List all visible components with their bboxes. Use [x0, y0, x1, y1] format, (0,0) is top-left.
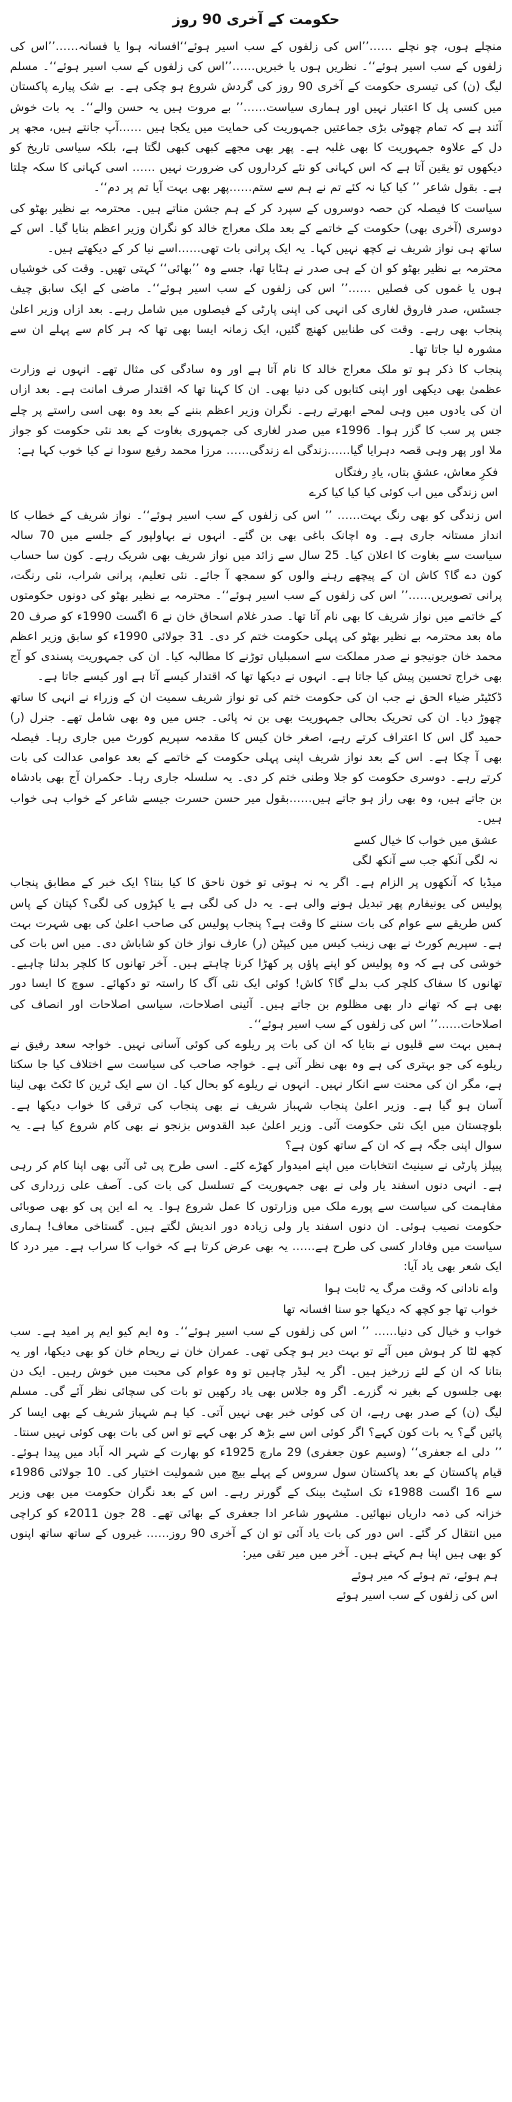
article-paragraph: پیپلز پارٹی نے سینیٹ انتخابات میں اپنے امیدوار کھڑے کئے۔ اسی طرح پی ٹی آئی بھی اپنا کام کر رہی ہے۔ انہی دنوں اسفند یار ولی نے بھی جمہوریت کے تسلسل کی بات کی۔ آصف علی زرداری کی مفاہمت کی سیاست سے پورے ملک میں وزارتوں کا عمل شروع ہوا۔ یہ اے این پی کو بھی صوبائی حکومت نصیب ہوئی۔ ان دنوں اسفند یار ولی زیادہ دور اندیش لگتے ہیں۔ گستاخی معاف! ہماری سیاست میں وفادار کسی کی طرح ہے…… یہ بھی عرض کرتا ہے کہ خواب کا سراب ہے۔ میر درد کا ایک شعر بھی یاد آیا:: [10, 1158, 502, 1274]
verse-line: اس کی زلفوں کے سب اسیر ہوئے: [336, 1588, 498, 1603]
article-paragraph: میڈیا کہ آنکھوں پر الزام ہے۔ اگر یہ نہ ہوتی تو خون ناحق کا کیا بنتا؟ ایک خبر کے مطابق پنجاب پولیس کی یونیفارم پھر تبدیل ہونے والی ہے۔ یہ دل کی لگی ہے یا کپڑوں کی لگی؟ کپتان کے پاس کس طریقے سے عوام کی بات سننے کا وقت ہے؟ پنجاب پولیس کی صاحب اعلیٰ کی بھی شہرت بہت ہے۔ سپریم کورٹ نے بھی زینب کیس میں کیپٹن (ر) عارف نواز خان کو شاباش دی۔ میں اس بات کی خوشی کی ہے کہ وہ پولیس کو اپنے پاؤں پر کھڑا کرنا چاہتے ہیں۔ آخر تھانوں کا کلچر بدلنا چاہیے۔ تھانوں کا سفاک کلچر کب بدلے گا؟ کاش! کوئی ایک نئی آگ کا راستہ تو دکھائے۔ سوچ کا ایسا دور بھی ہے کہ تھانے دار بھی مظلوم بن جاتے ہیں۔ آئینی اصلاحات، سیاسی اصلاحات اور انصاف کی اصلاحات……’’ اس کی زلفوں کے سب اسیر ہوئے‘‘۔: [10, 875, 502, 1031]
article-paragraph: منچلے ہوں، چو نچلے ……’’اس کی زلفوں کے سب اسیر ہوئے‘‘افسانہ ہوا یا فسانہ……’’اس کی زلفوں کے سب اسیر ہوئے‘‘۔ نظریں ہوں یا خبریں……’’اس کی زلفوں کے سب اسیر ہوئے‘‘۔ مسلم لیگ (ن) کی تیسری حکومت کے آخری 90 روز کی گردش شروع ہو چکی ہے۔ بے شک پیارے پاکستان میں کسی پل کا اعتبار نہیں اور ہماری سیاست……’’ بے مروت ہیں یہ حسن والے‘‘۔ یہ بات خوش آئند ہے کہ تمام چھوٹی بڑی جماعتیں جمہوریت کی حمایت میں یکجا ہیں ……آپ جانتے ہیں، مجھ پر دل کے علاوہ جمہوریت کا بھی غلبہ ہے۔ پھر بھی مجھے کبھی کبھی لگتا ہے، بلکہ سیاسی تاریخ کو دیکھوں تو یقین آتا ہے کہ اس کہانی کو نئے کرداروں کی ضرورت نہیں …… اسی کہانی کا سکہ چلتا ہے۔ بقول شاعر ’’ کیا کیا نہ کئے تم نے ہم سے ستم……پھر بھی بہت آیا تم پر دم‘‘۔: [10, 39, 503, 195]
verse-line: فکرِ معاش، عشقِ بتاں، یادِ رفتگاں: [334, 465, 498, 480]
article-paragraph: ڈکٹیٹر ضیاء الحق نے جب ان کی حکومت ختم کی تو نواز شریف سمیت ان کے وزراء نے انہی کا ساتھ چھوڑ دیا۔ ان کی تحریک بحالی جمہوریت بھی بن نہ پائی۔ جس میں وہ بھی شامل تھے۔ جنرل (ر) حمید گل اس کا اعتراف کرتے رہے، اصغر خان کیس کا مقدمہ سپریم کورٹ میں جاری رہا۔ فیصلہ بھی آ چکا ہے۔ اس کے بعد نواز شریف اپنی پہلی حکومت کے خاتمے کے بعد عوامی عدالت کی بات کرتے رہے۔ دوسری حکومت کو جلا وطنی ختم کر دی۔ یہ سلسلہ جاری رہا۔ حکمران آج بھی بادشاہ بن جاتے ہیں، وہ بھی راز ہو جاتے ہیں……بقول میر حسن حسرت جیسے شاعر کے خواب ہی خواب ہیں۔: [10, 689, 502, 825]
verse-line: نہ لگی آنکھ جب سے آنکھ لگی: [352, 853, 498, 868]
verse-line: ہم ہوئے، تم ہوئے کہ میر ہوئے: [351, 1568, 498, 1583]
article-paragraph: محترمہ بے نظیر بھٹو کو ان کے ہی صدر نے ہٹایا تھا، جسے وہ ’’بھائی‘‘ کہتی تھیں۔ وقت کی خوشیاں ہوں یا غموں کی فصلیں ……’’ اس کی زلفوں کے سب اسیر ہوئے‘‘۔ ماضی کے ایک سابق چیف جسٹس، صدر فاروق لغاری کی انہی کی اپنی پارٹی کے فیصلوں میں شامل رہے۔ بعد ازاں وزیر اعلیٰ پنجاب بھی رہے۔ وقت کی طنابیں کھنچ گئیں، ایک زمانہ ایسا بھی تھا کہ ہر کام سے پہلے ان سے مشورہ لیا جاتا تھا۔: [10, 261, 502, 357]
verse-line: واے نادانی کہ وقت مرگ یہ ثابت ہوا: [324, 1281, 498, 1296]
article-paragraph: خواب و خیال کی دنیا…… ’’ اس کی زلفوں کے سب اسیر ہوئے‘‘۔ وہ ایم کیو ایم پر امید ہے۔ سب کچھ لٹا کر ہوش میں آئے تو بہت دیر ہو چکی تھی۔ عمران خان نے ریحام خان کو بھی دیکھا، اور یہ بتانا کہ ان کے لئے زرخیز ہیں۔ اگر یہ لیڈر چاہیں تو وہ عوام کی محبت میں خوش رہیں۔ ایک دن بھی جلسوں کے بغیر نہ گزرے۔ اگر وہ جلاس بھی یاد رکھیں تو بات کی سچائی نظر آئے گی۔ مسلم لیگ (ن) کے صدر بھی رہے، ان کی کوئی خبر بھی نہیں آتی۔ کیا ہم شہباز شریف کے بھی ایسا کر پائیں گے؟ یہ بات کون کہے؟ اگر کوئی اس سے بڑھ کر بھی کہے تو اس کی بات بھی کوئی نہیں سنتا۔: [10, 1323, 502, 1439]
article-paragraph: ’’ دلی اے جعفری‘‘ (وسیم عون جعفری) 29 مارچ 1925ء کو بھارت کے شہر الہ آباد میں پیدا ہوئے۔ قیام پاکستان کے بعد پاکستان سول سروس کے پہلے بیچ میں شمولیت اختیار کی۔ 10 جولائی 1986ء سے 16 اگست 1988ء تک اسٹیٹ بینک کے گورنر رہے۔ اس کے بعد نگران حکومت میں بھی وزیر خزانہ کی ذمہ داریاں نبھائیں۔ مشہور شاعر ادا جعفری کے بھائی تھے۔ 28 جون 2011ء کو کراچی میں انتقال کر گئے۔ اس دور کی بات یاد آئی تو ان کے آخری 90 روز…… غیروں کے ساتھ ساتھ اپنوں کو بھی ہیں اپنا ہم کہتے ہیں۔ آخر میں میر تقی میر:: [10, 1445, 503, 1561]
verse-line: خواب تھا جو کچھ کہ دیکھا جو سنا افسانہ تھا: [283, 1301, 498, 1316]
article-paragraph: ہمیں بہت سے قلیوں نے بتایا کہ ان کی بات پر ریلوے کی کوئی آسانی نہیں۔ خواجہ سعد رفیق نے ریلوے کی جو بہتری کی ہے وہ بھی نظر آتی ہے۔ خواجہ صاحب کی سیاست سے اختلاف کیا جا سکتا ہے، مگر ان کی محنت سے انکار نہیں۔ انہوں نے ریلوے کو بحال کیا۔ ان سے ایک ٹرین کا ٹکٹ بھی لینا آسان ہو گیا ہے۔ وزیر اعلیٰ پنجاب شہباز شریف نے بھی پنجاب کی ترقی کا خواب دیکھا ہے۔ بلوچستان میں ایک نئی حکومت آئی۔ وزیر اعلیٰ عبد القدوس بزنجو نے بھی کام شروع کیا ہے۔ یہ سوال اپنی جگہ ہے کہ ان کے ساتھ کون ہے؟: [10, 1036, 502, 1152]
verse-line: اس زندگی میں اب کوئی کیا کیا کیا کرے: [309, 485, 498, 500]
article-paragraph: پنجاب کا ذکر ہو تو ملک معراج خالد کا نام آتا ہے اور وہ سادگی کی مثال تھے۔ انہوں نے وزارت عظمیٰ بھی دیکھی اور اپنی کتابوں کی دنیا بھی۔ ان کا کہنا تھا کہ اقتدار صرف امانت ہے۔ بعد ازاں ان کی یادوں میں وہی لمحے ابھرتے رہے۔ نگران وزیر اعظم بننے کے بعد وہ بھی اسی راستے پر چلے جس پر سب کا گزر ہوا۔ 1996ء میں صدر لغاری کی جمہوری بغاوت کے بعد نئی حکومت کو جواز ملا اور پھر وہی قصہ دہرایا گیا……زندگی اے زندگی…… مرزا محمد رفیع سودا نے کیا خوب کہا ہے:: [10, 362, 502, 458]
article-paragraph: سیاست کا فیصلہ کن حصہ دوسروں کے سپرد کر کے ہم جشن مناتے ہیں۔ محترمہ بے نظیر بھٹو کی دوسری (آخری بھی) حکومت کے خاتمے کے بعد ملک معراج خالد کو نگران وزیر اعظم بنایا گیا۔ اس کے ساتھ ہی نواز شریف نے کچھ نہیں کہا۔ یہ ایک پرانی بات تھی……اسے نیا کر کے دیکھتے ہیں۔: [10, 200, 502, 256]
article-headline: حکومت کے آخری 90 روز: [172, 12, 340, 28]
verse-line: عشق میں خواب کا خیال کسے: [353, 832, 498, 847]
article-paragraph: اس زندگی کو بھی رنگ بہت…… ’’ اس کی زلفوں کے سب اسیر ہوئے‘‘۔ نواز شریف کے خطاب کا انداز مستانہ جاری ہے۔ وہ اچانک باغی بھی بن گئے۔ انہوں نے بہاولپور کے جلسے میں 70 سالہ سیاست سے بغاوت کا اعلان کیا۔ 25 سال سے زائد میں نواز شریف بھی شریک رہے۔ کون سا حساب کون دے گا؟ کاش ان کے پیچھے رہنے والوں کو سمجھ آ جائے۔ نئی تعلیم، پرانی شراب، نئی رنگت، پرانی تصویریں……’’ اس کی زلفوں کے سب اسیر ہوئے‘‘۔ محترمہ بے نظیر بھٹو کی دونوں حکومتوں کے خاتمے میں نواز شریف کا بھی نام آتا تھا۔ صدر غلام اسحاق خان نے 6 اگست 1990ء کو صرف 20 ماہ بعد محترمہ بے نظیر بھٹو کی پہلی حکومت ختم کر دی۔ 31 جولائی 1990ء کو سابق وزیر اعظم محمد خان جونیجو نے صدر مملکت سے اسمبلیاں توڑنے کا مطالبہ کیا۔ ان کی جمہوریت پسندی کو آج بھی خراج تحسین پیش کیا جاتا ہے۔ انہوں نے دیکھا تھا کہ اقتدار کیسے آتا ہے اور کیسے جاتا ہے۔: [10, 507, 503, 684]
